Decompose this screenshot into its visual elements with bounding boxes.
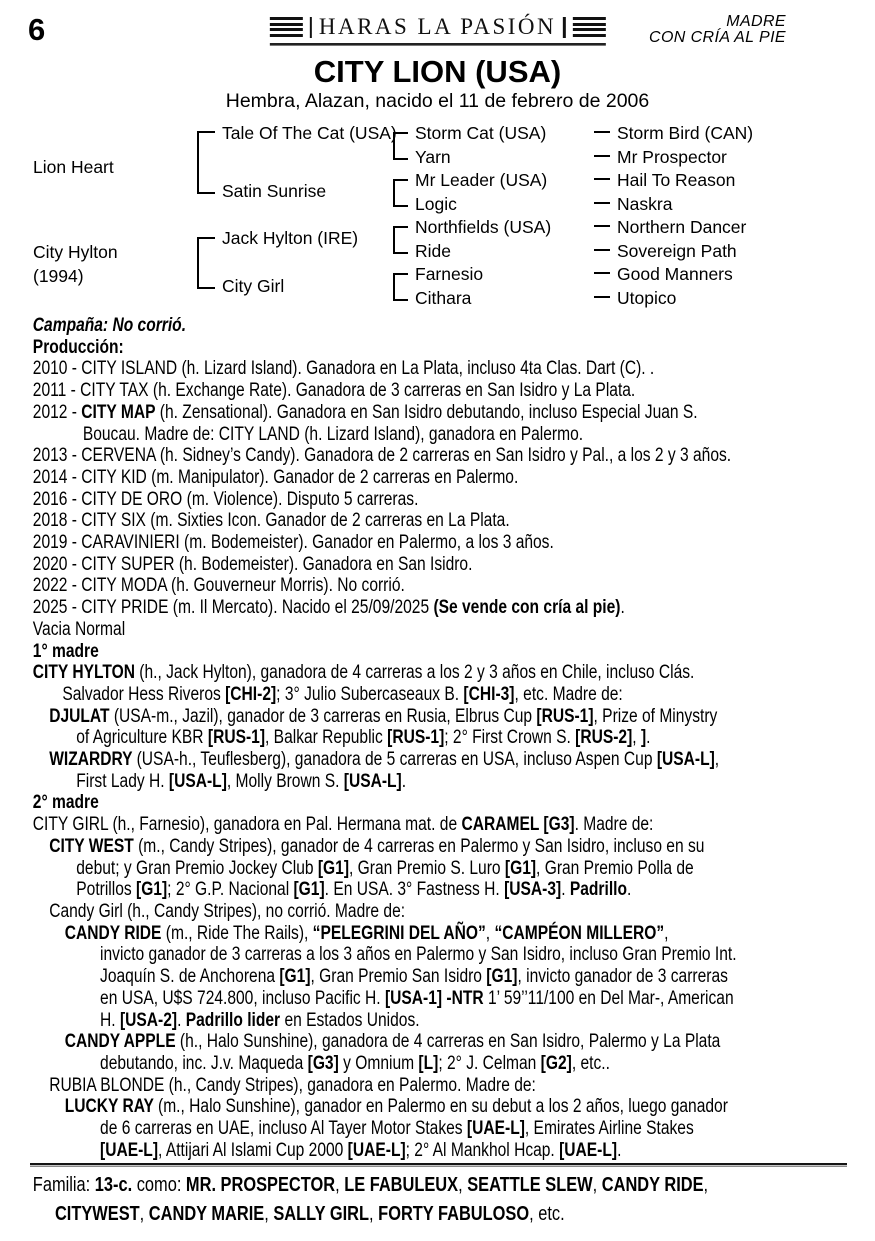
page-number: 6 (28, 12, 46, 47)
dash-line (594, 178, 610, 180)
text-run: . En USA. 3° Fastness H. (324, 879, 505, 901)
text-run: [USA-L] (343, 770, 402, 792)
text-run: , Attijari Al Islami Cup 2000 (158, 1139, 348, 1161)
text-run: [UAE-L] (100, 1139, 159, 1161)
text-run: CANDY MARIE (148, 1203, 265, 1225)
text-run: , Prize of Minystry (593, 705, 718, 727)
text-line (0, 641, 875, 663)
text-run: ; 2° J. Celman (438, 1052, 541, 1074)
text-run: . (646, 727, 651, 749)
dash-line (594, 225, 610, 227)
text-line (0, 445, 875, 467)
dash-line (594, 131, 610, 133)
horse-description: Hembra, Alazan, nacido el 11 de febrero de 2006 (225, 90, 650, 112)
text-line (0, 792, 875, 814)
text-run: 2013 - CERVENA (h. Sidney’s Candy). Ganadora de 2 carreras en San Isidro y Pal., a los 2 y 3 años. (32, 445, 732, 467)
text-run: (m., Halo Sunshine), ganador en Palermo en su debut a los 2 años, luego ganador (158, 1096, 728, 1118)
text-run: . (177, 1009, 186, 1031)
text-line (0, 424, 875, 446)
text-run: LE FABULEUX (344, 1174, 459, 1196)
text-run: Salvador Hess Riveros (62, 683, 226, 705)
text-run: CITY WEST (49, 835, 139, 857)
text-run: , (458, 1174, 468, 1196)
text-run: [RUS-2] (575, 727, 633, 749)
text-run: en USA, U$S 724.800, incluso Pacific H. (100, 987, 385, 1009)
text-run: Vacia Normal (32, 618, 126, 640)
text-run: [G3] (307, 1052, 339, 1074)
text-run: (USA-m., Jazil), ganador de 3 carreras en Rusia, Elbrus Cup (113, 705, 537, 727)
pedigree-dam-year: (1994) (33, 265, 84, 286)
pedigree-sire: Lion Heart (33, 157, 114, 177)
text-run: Campaña: No corrió. (32, 315, 187, 336)
pedigree-ancestor: Northfields (USA) (415, 217, 552, 237)
pedigree-ancestor: Logic (415, 194, 457, 214)
text-run: , etc. Madre de: (514, 683, 623, 705)
text-line (0, 1171, 875, 1200)
pedigree-dam-name: City Hylton (33, 242, 118, 262)
text-run: . Madre de: (574, 814, 654, 836)
text-run: [RUS-1] (536, 705, 594, 727)
text-run: como: (132, 1174, 186, 1196)
text-run: . (401, 770, 407, 792)
text-run: WIZARDRY (49, 749, 137, 771)
pedigree-ancestor: Mr Leader (USA) (415, 170, 548, 190)
text-run: [USA-3] (504, 879, 562, 901)
text-run: ; 2° G.P. Nacional (167, 879, 294, 901)
pedigree-ancestor: Good Manners (617, 264, 733, 284)
text-line (0, 1200, 875, 1229)
text-line (0, 337, 875, 359)
text-run: [USA-1] -NTR (384, 987, 484, 1009)
text-run: CITY MAP (81, 401, 156, 423)
text-run: FORTY FABULOSO (378, 1203, 530, 1225)
text-run: , Emirates Airline Stakes (524, 1118, 694, 1140)
pedigree-ancestor: Satin Sunrise (222, 181, 327, 201)
pedigree-ancestor: Naskra (617, 194, 673, 214)
text-run: , (703, 1174, 709, 1196)
text-line (0, 901, 875, 923)
text-run: Familia: (32, 1174, 95, 1196)
pedigree-ancestor: Ride (415, 241, 451, 261)
text-run: MR. PROSPECTOR (185, 1174, 336, 1196)
text-run: Candy Girl (h., Candy Stripes), no corrió. Madre de: (49, 900, 406, 922)
text-run: (USA-h., Teuflesberg), ganadora de 5 carreras en USA, incluso Aspen Cup (136, 749, 657, 771)
text-run: [USA-L] (656, 749, 715, 771)
text-run: 2010 - CITY ISLAND (h. Lizard Island). Ganadora en La Plata, incluso 4ta Clas. Dart (C). . (32, 358, 655, 380)
text-run: 1° madre (32, 640, 99, 662)
text-line (0, 879, 875, 901)
dash-line (594, 296, 610, 298)
text-run: . (561, 879, 570, 901)
text-run: (m., Ride The Rails), (165, 922, 313, 944)
pedigree-bracket (197, 237, 215, 289)
pedigree-ancestor: Farnesio (415, 264, 484, 284)
text-run: 2011 - CITY TAX (h. Exchange Rate). Ganadora de 3 carreras en San Isidro y La Plata. (32, 380, 636, 402)
text-run: CITYWEST (54, 1203, 140, 1225)
text-run: . (620, 597, 625, 619)
pedigree-bracket (197, 131, 215, 194)
text-line (0, 380, 875, 402)
text-run: , (369, 1203, 379, 1225)
text-run: , etc.. (571, 1052, 610, 1074)
logo-vertical-bar-icon (563, 17, 566, 38)
text-run: CANDY APPLE (64, 1031, 180, 1053)
pedigree-ancestor: Jack Hylton (IRE) (222, 228, 359, 248)
pedigree-ancestor: Storm Bird (CAN) (617, 123, 754, 143)
text-run: [USA-2] (119, 1009, 178, 1031)
text-line (0, 727, 875, 749)
pedigree-bracket (393, 179, 408, 207)
text-line (0, 814, 875, 836)
text-run: , Molly Brown S. (226, 770, 344, 792)
family-summary-text (0, 1171, 875, 1229)
text-line (0, 532, 875, 554)
text-run: , (485, 922, 495, 944)
pedigree-ancestor: Mr Prospector (617, 147, 727, 167)
text-line (0, 510, 875, 532)
text-line (0, 662, 875, 684)
text-run: Boucau. Madre de: CITY LAND (h. Lizard Island), ganadora en Palermo. (82, 423, 584, 445)
text-run: 2022 - CITY MODA (h. Gouverneur Morris). No corrió. (32, 575, 405, 597)
text-run: of Agriculture KBR (76, 727, 208, 749)
text-line (0, 315, 875, 337)
text-run: SEATTLE SLEW (467, 1174, 593, 1196)
text-run: 2016 - CITY DE ORO (m. Violence). Disputo 5 carreras. (32, 488, 419, 510)
text-run: debutando, inc. J.v. Maqueda (100, 1052, 308, 1074)
text-line (0, 944, 875, 966)
pedigree-ancestor: Utopico (617, 288, 677, 308)
pedigree-ancestor: City Girl (222, 276, 285, 296)
text-run: CANDY RIDE (601, 1174, 704, 1196)
text-run: 2020 - CITY SUPER (h. Bodemeister). Ganadora en San Isidro. (32, 553, 473, 575)
text-run: , (335, 1174, 345, 1196)
text-run: “CAMPÉON MILLERO” (494, 922, 665, 944)
text-run: Joaquín S. de Anchorena (100, 966, 280, 988)
text-run: . (627, 879, 632, 901)
text-line (0, 1053, 875, 1075)
text-run: RUBIA BLONDE (h., Candy Stripes), ganadora en Palermo. Madre de: (49, 1074, 536, 1096)
text-line (0, 771, 875, 793)
text-run: (h., Halo Sunshine), ganadora de 4 carreras en San Isidro, Palermo y La Plata (179, 1031, 721, 1053)
pedigree-bracket (393, 273, 408, 301)
text-run: ; 3° Julio Subercaseaux B. (276, 683, 464, 705)
pedigree-ancestor: Hail To Reason (617, 170, 736, 190)
text-line (0, 358, 875, 380)
text-run: 2014 - CITY KID (m. Manipulator). Ganador de 2 carreras en Palermo. (32, 466, 519, 488)
text-line (0, 923, 875, 945)
haras-la-pasion-logo (269, 14, 605, 46)
text-run: ] (640, 727, 647, 749)
text-run: [G1] (486, 966, 518, 988)
text-run: First Lady H. (76, 770, 169, 792)
text-run: [UAE-L] (347, 1139, 406, 1161)
text-run: CITY GIRL (h., Farnesio), ganadora en Pal. Hermana mat. de (32, 814, 462, 836)
text-run: (Se vende con cría al pie) (433, 597, 621, 619)
text-run: H. (100, 1009, 120, 1031)
text-run: 2025 - CITY PRIDE (m. Il Mercato). Nacido el 25/09/2025 (32, 597, 434, 619)
text-run: , (139, 1203, 149, 1225)
text-run: 2019 - CARAVINIERI (m. Bodemeister). Ganador en Palermo, a los 3 años. (32, 532, 554, 554)
text-run: , invicto ganador de 3 carreras (517, 966, 728, 988)
text-run: [G1] (293, 879, 325, 901)
text-run: [RUS-1] (387, 727, 445, 749)
text-run: , Gran Premio S. Luro (349, 857, 505, 879)
text-run: LUCKY RAY (64, 1096, 159, 1118)
text-run: [G1] (504, 857, 537, 879)
text-line (0, 858, 875, 880)
text-run: , (714, 749, 720, 771)
text-run: [G1] (317, 857, 350, 879)
text-run: ; 2° Al Mankhol Hcap. (405, 1139, 560, 1161)
dash-line (594, 155, 610, 157)
text-run: 2018 - CITY SIX (m. Sixties Icon. Ganador de 2 carreras en La Plata. (32, 510, 510, 532)
pedigree-ancestor: Tale Of The Cat (USA) (222, 123, 397, 143)
text-run: CARAMEL [G3] (461, 814, 575, 836)
text-run: SALLY GIRL (273, 1203, 370, 1225)
logo-bars-right-icon (573, 17, 606, 37)
text-line (0, 749, 875, 771)
text-line (0, 619, 875, 641)
text-line (0, 966, 875, 988)
pedigree-table (0, 115, 875, 313)
logo-text: HARAS LA PASIÓN (318, 14, 557, 39)
text-run: , (664, 922, 669, 944)
text-run: [CHI-3] (463, 683, 515, 705)
text-run: “PELEGRINI DEL AÑO” (312, 922, 486, 944)
text-run: 2° madre (32, 792, 99, 814)
text-run: [CHI-2] (225, 683, 277, 705)
pedigree-bracket (393, 226, 408, 254)
text-run: (h., Jack Hylton), ganadora de 4 carreras a los 2 y 3 años en Chile, incluso Clás. (139, 662, 695, 684)
text-run: ; 2° First Crown S. (444, 727, 576, 749)
text-run: Padrillo lider (185, 1009, 281, 1031)
text-line (0, 467, 875, 489)
text-run: , (592, 1174, 602, 1196)
text-run: Padrillo (569, 879, 628, 901)
text-run: en Estados Unidos. (280, 1009, 420, 1031)
text-line (0, 988, 875, 1010)
text-run: CANDY RIDE (64, 922, 166, 944)
text-run: Potrillos (76, 879, 137, 901)
text-line (0, 1010, 875, 1032)
text-run: [UAE-L] (466, 1118, 525, 1140)
footer-divider (30, 1163, 847, 1167)
sale-category-note (649, 14, 786, 46)
pedigree-dam (33, 241, 118, 288)
text-run: invicto ganador de 3 carreras a los 3 años en Palermo y San Isidro, incluso Gran Premio Int. (100, 944, 737, 966)
text-line (0, 1096, 875, 1118)
text-line (0, 489, 875, 511)
text-run: , (632, 727, 641, 749)
text-run: , Gran Premio Polla de (536, 857, 694, 879)
text-run: , Balkar Republic (265, 727, 388, 749)
logo-underline (269, 43, 605, 46)
text-run: . (617, 1139, 622, 1161)
text-line (0, 1118, 875, 1140)
text-run: [G2] (540, 1052, 572, 1074)
dash-line (594, 202, 610, 204)
text-line (0, 554, 875, 576)
text-line (0, 575, 875, 597)
text-line (0, 597, 875, 619)
dash-line (594, 249, 610, 251)
text-line (0, 1031, 875, 1053)
text-run: (h. Zensational). Ganadora en San Isidro debutando, incluso Especial Juan S. (155, 401, 698, 423)
text-line (0, 402, 875, 424)
pedigree-ancestor: Cithara (415, 288, 472, 308)
text-run: [G1] (136, 879, 168, 901)
text-run: de 6 carreras en UAE, incluso Al Tayer Motor Stakes (100, 1118, 467, 1140)
text-run: [UAE-L] (559, 1139, 618, 1161)
text-line (0, 684, 875, 706)
text-run: Producción: (32, 336, 124, 358)
pedigree-ancestor: Yarn (415, 147, 451, 167)
text-run: [G1] (279, 966, 311, 988)
logo-bars-left-icon (269, 17, 302, 37)
text-run: 1’ 59’’11/100 en Del Mar-, American (483, 987, 734, 1009)
horse-name-title: CITY LION (USA) (313, 54, 562, 89)
sale-category-line2: CON CRÍA AL PIE (649, 29, 786, 46)
sale-category-line1: MADRE (726, 13, 786, 30)
text-line (0, 706, 875, 728)
text-run: [L] (418, 1052, 439, 1074)
text-run: , etc. (529, 1203, 565, 1225)
text-run: , Gran Premio San Isidro (310, 966, 487, 988)
text-run: 2012 - (32, 401, 82, 423)
text-line (0, 1140, 875, 1162)
production-and-family-text (0, 315, 875, 1161)
logo-vertical-bar-icon (309, 17, 312, 38)
text-run: CITY HYLTON (32, 662, 140, 684)
text-run: DJULAT (49, 705, 114, 727)
text-run: , (264, 1203, 274, 1225)
text-run: [USA-L] (168, 770, 227, 792)
pedigree-ancestor: Northern Dancer (617, 217, 747, 237)
text-line (0, 836, 875, 858)
pedigree-ancestor: Sovereign Path (617, 241, 737, 261)
text-line (0, 1075, 875, 1097)
pedigree-bracket (393, 132, 408, 160)
text-run: (m., Candy Stripes), ganador de 4 carreras en Palermo y San Isidro, incluso en su (138, 835, 705, 857)
text-run: 13-c. (94, 1174, 133, 1196)
text-run: debut; y Gran Premio Jockey Club (76, 857, 318, 879)
dash-line (594, 272, 610, 274)
pedigree-ancestor: Storm Cat (USA) (415, 123, 547, 143)
text-run: y Omnium (338, 1052, 419, 1074)
text-run: [RUS-1] (207, 727, 266, 749)
